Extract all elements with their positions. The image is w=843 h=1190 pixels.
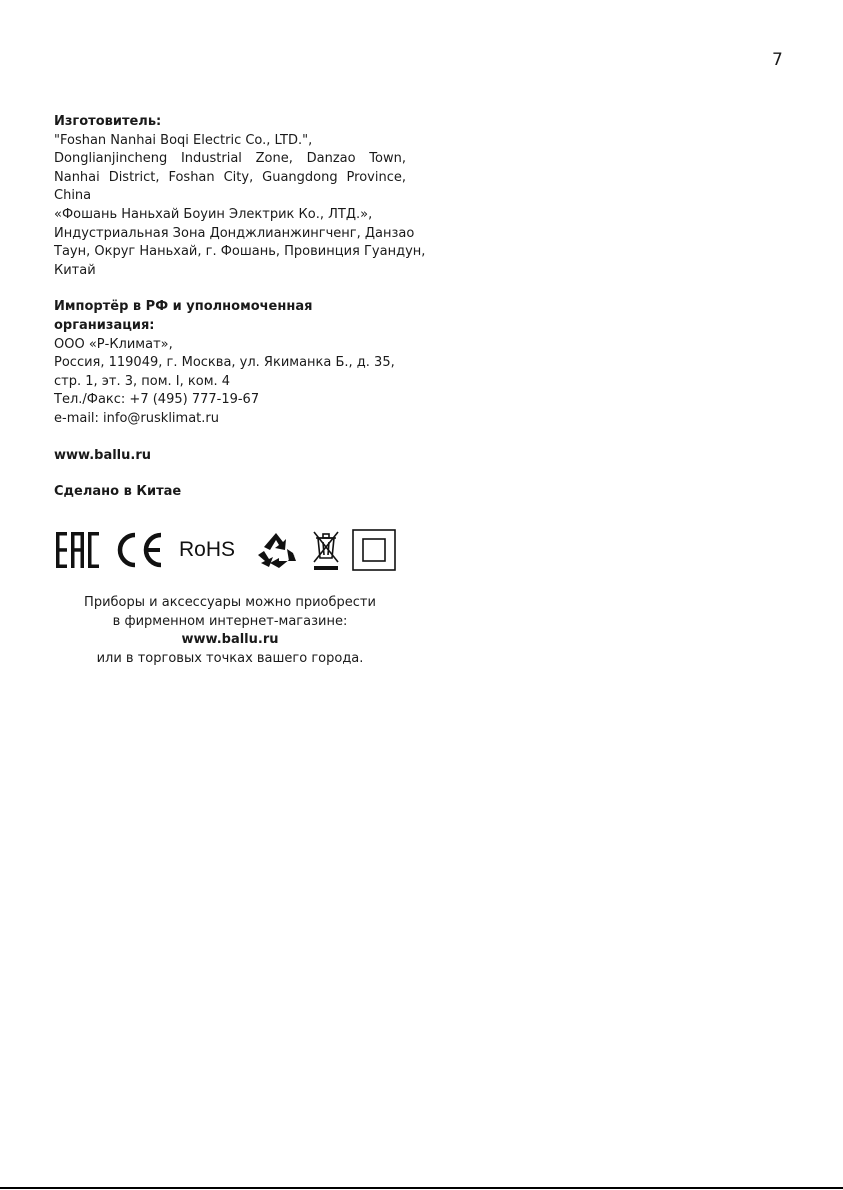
manufacturer-section [54, 113, 426, 280]
manufacturer-line: China [54, 188, 92, 204]
manufacturer-line-ru: Таун, Округ Наньхай, г. Фошань, Провинция Гуандун, [54, 244, 426, 260]
importer-heading: Импортёр в РФ и уполномоченная [54, 299, 313, 315]
importer-line: ООО «Р-Климат», [54, 336, 173, 352]
rohs-mark-icon [179, 538, 235, 562]
store-info [54, 594, 406, 668]
rohs-label: RoHS [179, 538, 236, 561]
manufacturer-heading: Изготовитель: [54, 114, 162, 129]
importer-section [54, 298, 406, 428]
importer-heading: организация: [54, 317, 155, 333]
double-insulation-icon [352, 529, 396, 571]
importer-email[interactable]: e-mail: info@rusklimat.ru [54, 410, 219, 426]
manufacturer-line-ru: Индустриальная Зона Донджлианжингченг, Данзао [54, 225, 415, 241]
manufacturer-line-ru: «Фошань Наньхай Боуин Электрик Ко., ЛТД.», [54, 206, 373, 222]
store-text: или в торговых точках вашего города. [96, 650, 364, 666]
bottom-rule [0, 1187, 843, 1189]
recycle-icon [255, 531, 297, 569]
importer-phone: Тел./Факс: +7 (495) 777-19-67 [54, 392, 260, 408]
manufacturer-line: "Foshan Nanhai Boqi Electric Co., LTD.", [54, 132, 313, 148]
manufacturer-line: Donglianjincheng Industrial Zone, Danzao Town, [54, 151, 406, 167]
importer-line: стр. 1, эт. 3, пом. I, ком. 4 [54, 373, 231, 389]
contact-info [54, 113, 426, 502]
store-text: Приборы и аксессуары можно приобрести [84, 595, 376, 610]
manufacturer-line: Nanhai District, Foshan City, Guangdong Province, [54, 169, 406, 185]
made-in-label: Сделано в Китае [54, 484, 182, 500]
page-number: 7 [772, 50, 783, 70]
ce-mark-icon [114, 532, 166, 568]
manufacturer-line-ru: Китай [54, 262, 96, 278]
store-text: в фирменном интернет-магазине: [112, 613, 348, 629]
store-link[interactable]: www.ballu.ru [181, 632, 279, 647]
website-link[interactable]: www.ballu.ru [54, 447, 151, 463]
eac-mark-icon [56, 532, 100, 568]
importer-line: Россия, 119049, г. Москва, ул. Якиманка Б., д. 35, [54, 355, 395, 371]
certification-marks [54, 528, 396, 572]
crossed-bin-icon [312, 530, 340, 572]
